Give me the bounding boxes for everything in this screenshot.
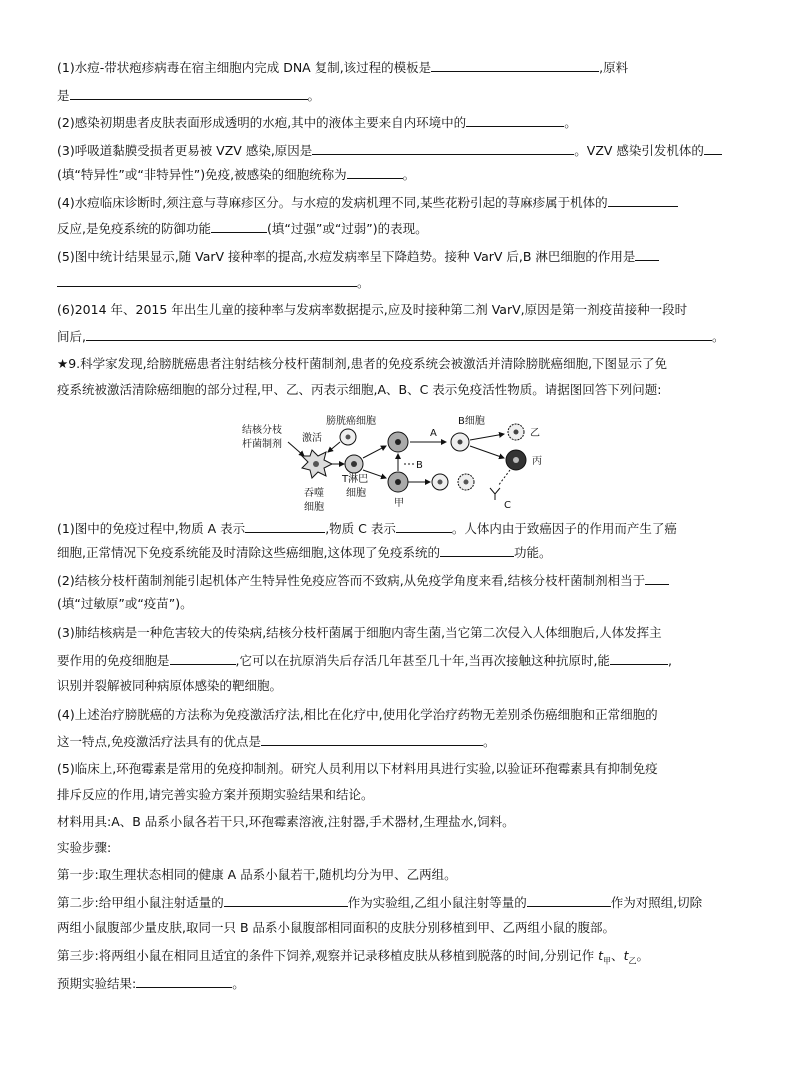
q9-part1-text: 功能。 [513,545,552,560]
q9-step2-line1 [57,894,702,911]
answer-blank[interactable] [635,248,659,261]
arrow-bcell-to-bing [470,446,504,458]
q8-part4-text: (4)水痘临床诊断时,须注意与荨麻疹区分。与水痘的发病机理不同,某些花粉引起的荨麻疹属于机体的 [57,195,608,210]
q8-part2 [57,114,577,131]
answer-blank[interactable] [608,194,678,207]
cancer-cell-lower-2-nucleus [464,480,469,485]
q9-part5-line1 [57,761,658,777]
q9-part1-text: 。人体内由于致癌因子的作用而产生了癌 [451,521,677,536]
answer-blank[interactable] [610,652,668,665]
q8-part1-line1 [57,59,628,76]
q9-part5-line2 [57,787,373,803]
q9-steps-text: 实验步骤: [57,840,112,855]
answer-blank[interactable] [347,166,403,179]
q9-part4-text: 。 [482,734,496,749]
arrow-cancer-to-phagocyte [328,442,340,452]
answer-blank[interactable] [86,328,712,341]
q9-part2-text: (2)结核分枝杆菌制剂能引起机体产生特异性免疫应答而不致病,从免疫学角度来看,结核分枝杆菌制剂相当于 [57,573,646,588]
q8-part5-line1 [57,248,659,265]
q8-part5-line2 [57,274,370,291]
label-reagent-line2: 杆菌制剂 [242,439,282,450]
separator: 、 [611,948,624,963]
q9-part4-line1 [57,707,658,723]
cell-jia-nucleus [395,479,401,485]
answer-blank[interactable] [431,59,599,72]
phagocyte-nucleus [313,461,319,467]
q9-part3-text: ,它可以在抗原消失后存活几年甚至几十年,当再次接触这种抗原时,能 [235,653,610,668]
q9-part3-text: 要作用的免疫细胞是 [57,653,170,668]
q9-step1 [57,867,457,883]
q9-part3-line1 [57,625,662,641]
q9-step3-end: 。 [636,948,649,963]
q9-step2-text: 作为对照组,切除 [610,895,703,910]
q9-part4-text: (4)上述治疗膀胱癌的方法称为免疫激活疗法,相比在化疗中,使用化学治疗药物无差别杀伤癌细胞和正常细胞的 [57,707,658,722]
q8-part5-text: 。 [357,275,370,290]
q9-part3-line3 [57,678,282,694]
answer-blank[interactable] [136,975,232,988]
label-cancer-cell: 膀胱癌细胞 [326,416,376,427]
answer-blank[interactable] [57,274,357,287]
label-phagocyte-line1: 吞噬 [304,488,324,499]
answer-blank[interactable] [312,142,574,155]
q9-part1-text: 细胞,正常情况下免疫系统能及时清除这些癌细胞,这体现了免疫系统的 [57,545,440,560]
q9-step1-text: 第一步:取生理状态相同的健康 A 品系小鼠若干,随机均分为甲、乙两组。 [57,867,457,882]
answer-blank[interactable] [170,652,236,665]
q9-part3-text: (3)肺结核病是一种危害较大的传染病,结核分枝杆菌属于细胞内寄生菌,当它第二次侵入人体细胞后,人体发挥主 [57,625,662,640]
q9-step2-text: 两组小鼠腹部少量皮肤,取同一只 B 品系小鼠腹部相同面积的皮肤分别移植到甲、乙两组小鼠的腹部。 [57,920,615,935]
q9-expected-text: 预期实验结果: [57,976,137,991]
q9-expected-end: 。 [232,976,245,991]
answer-blank[interactable] [704,142,722,155]
answer-blank[interactable] [70,87,308,100]
label-bcell: B细胞 [458,416,485,427]
t-cell-nucleus [351,461,357,467]
q8-part4-text: (填“过强”或“过弱”)的表现。 [266,221,428,236]
q9-part4-line2 [57,733,496,750]
q9-step2-text: 作为实验组,乙组小鼠注射等量的 [347,895,527,910]
q9-part1-line1 [57,520,677,537]
t-yi-subscript: 乙 [628,956,637,966]
q9-part1-text: (1)图中的免疫过程中,物质 A 表示 [57,521,246,536]
q9-part2-line2 [57,596,193,612]
q9-materials-text: 材料用具:A、B 品系小鼠各若干只,环孢霉素溶液,注射器,手术器材,生理盐水,饲料。 [57,814,515,829]
t-cell-upper-nucleus [395,439,401,445]
q8-part6-text: 间后, [57,329,86,344]
q9-step2-text: 第二步:给甲组小鼠注射适量的 [57,895,224,910]
q9-part3-text: , [667,653,672,668]
t-yi-symbol: t [623,948,629,963]
label-substance-B: B [416,460,423,471]
q8-part2-text: 。 [564,115,577,130]
t-jia-subscript: 甲 [603,956,612,966]
q9-intro-text: 疫系统被激活清除癌细胞的部分过程,甲、乙、丙表示细胞,A、B、C 表示免疫活性物质。请据图回答下列问题: [57,382,662,397]
q9-intro-line2 [57,382,662,398]
arrow-reagent-to-phagocyte [288,442,304,456]
q9-part5-text: (5)临床上,环孢霉素是常用的免疫抑制剂。研究人员利用以下材料用具进行实验,以验证环孢霉素具有抑制免疫 [57,761,658,776]
q8-part6-line2 [57,328,725,345]
t-jia-symbol: t [598,948,604,963]
label-substance-A: A [430,428,437,439]
q8-part2-text: (2)感染初期患者皮肤表面形成透明的水疱,其中的液体主要来自内环境中的 [57,115,467,130]
q9-part3-line2 [57,652,672,669]
q8-part6-text: 。 [711,329,725,344]
q8-part6-line1 [57,302,687,318]
arrow-bcell-to-yi [470,434,504,440]
cell-bing-nucleus [513,457,519,463]
label-tcell-line1: T淋巴 [342,474,369,485]
q8-part1-text: 是 [57,88,70,103]
q8-part3-line1 [57,142,722,159]
q8-part5-text: (5)图中统计结果显示,随 VarV 接种率的提高,水痘发病率呈下降趋势。接种 VarV 后,B 淋巴细胞的作用是 [57,249,636,264]
label-activate: 激活 [302,433,322,444]
answer-blank[interactable] [466,114,564,127]
q9-expected-result [57,975,245,992]
q8-part6-text: (6)2014 年、2015 年出生儿童的接种率与发病率数据提示,应及时接种第二剂 VarV,原因是第一剂疫苗接种一段时 [57,302,688,317]
q9-step3-text: 第三步:将两组小鼠在相同且适宜的条件下饲养,观察并记录移植皮肤从移植到脱落的时间,分别记作 [57,948,599,963]
q8-part1-text: 。 [307,88,321,103]
q8-part3-text: 。 [402,167,416,182]
q8-part3-line2 [57,166,415,183]
q8-part3-text: 。VZV 感染引发机体的 [574,143,704,158]
answer-blank[interactable] [261,733,483,746]
q9-step3 [57,948,649,970]
q8-part4-line1 [57,194,678,211]
q9-part2-line1 [57,572,669,589]
answer-blank[interactable] [645,572,669,585]
answer-blank[interactable] [527,894,611,907]
immune-process-diagram [240,412,560,514]
antibody-C-shape [490,488,500,500]
answer-blank[interactable] [245,520,325,533]
label-bing: 丙 [532,456,542,467]
label-tcell-line2: 细胞 [346,488,366,499]
arrow-bing-to-C [498,470,510,486]
cancer-cell-nucleus [346,435,351,440]
label-yi: 乙 [530,428,540,439]
answer-blank[interactable] [211,220,267,233]
answer-blank[interactable] [224,894,348,907]
q9-part1-text: ,物质 C 表示 [325,521,396,536]
q9-part5-text: 排斥反应的作用,请完善实验方案并预期实验结果和结论。 [57,787,374,802]
cell-yi-nucleus [514,430,519,435]
q9-steps-heading [57,840,111,856]
q9-part2-text: (填“过敏原”或“疫苗”)。 [57,596,193,611]
arrow-tcell-up [363,446,386,458]
label-reagent-line1: 结核分枝 [242,425,282,436]
q9-intro-line1 [57,356,667,372]
q8-part4-text: 反应,是免疫系统的防御功能 [57,221,211,236]
q9-part1-line2 [57,544,551,561]
q9-intro-text: ★9.科学家发现,给膀胱癌患者注射结核分枝杆菌制剂,患者的免疫系统会被激活并清除膀胱癌细胞,下图显示了免 [57,356,668,371]
q8-part3-text: (3)呼吸道黏膜受损者更易被 VZV 感染,原因是 [57,143,313,158]
label-jia: 甲 [394,498,404,509]
q9-materials [57,814,515,830]
q8-part3-text: (填“特异性”或“非特异性”)免疫,被感染的细胞统称为 [57,167,347,182]
q8-part4-line2 [57,220,428,237]
answer-blank[interactable] [440,544,514,557]
q8-part1-text: ,原料 [599,60,629,75]
cancer-cell-lower-1-nucleus [438,480,443,485]
label-substance-C: C [504,500,511,511]
q8-part1-line2 [57,87,320,104]
q9-part3-text: 识别并裂解被同种病原体感染的靶细胞。 [57,678,283,693]
answer-blank[interactable] [396,520,452,533]
q8-part1-text: (1)水痘-带状疱疹病毒在宿主细胞内完成 DNA 复制,该过程的模板是 [57,60,432,75]
q9-step2-line2 [57,920,615,936]
label-phagocyte-line2: 细胞 [304,502,324,513]
b-cell-nucleus [458,440,463,445]
q9-part4-text: 这一特点,免疫激活疗法具有的优点是 [57,734,261,749]
